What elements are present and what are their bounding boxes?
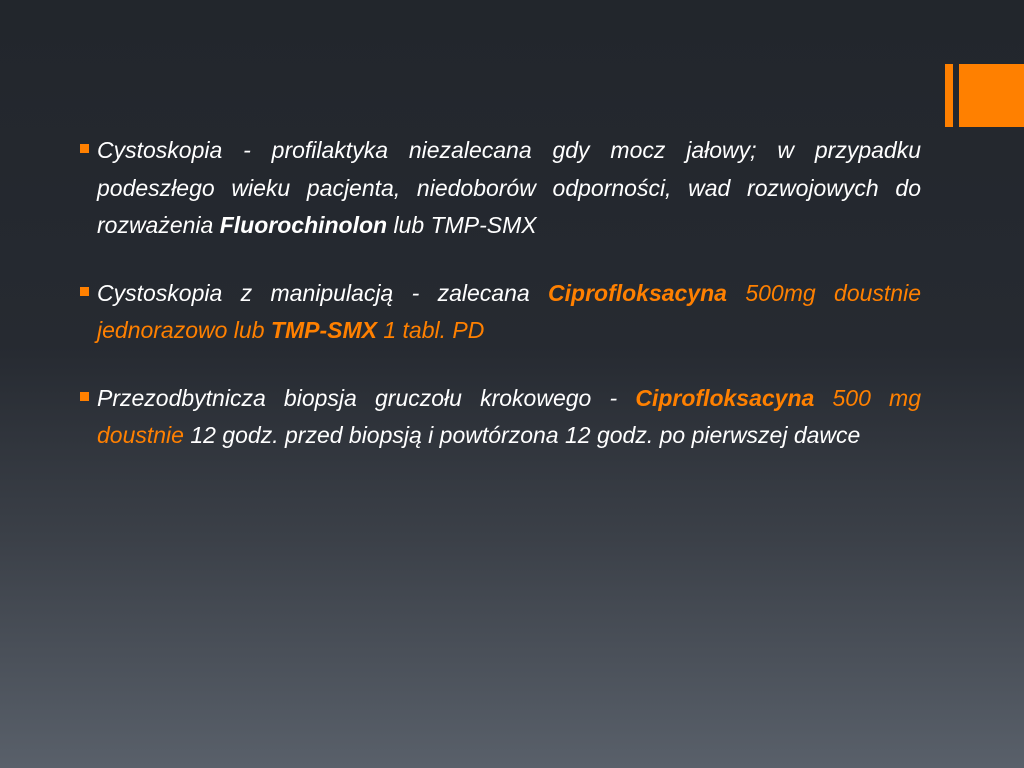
- bullet-text: Cystoskopia z manipulacją - zalecana: [97, 279, 549, 306]
- accent-bar-thin: [945, 64, 953, 127]
- bullet-text: 12 godz. przed biopsją i powtórzona 12 godz. po pierwszej dawce: [183, 422, 861, 448]
- dosage-text: 500mg doustnie jednorazowo lub: [97, 279, 921, 343]
- bullet-item-biopsja: [78, 380, 921, 455]
- square-bullet-icon: [80, 287, 89, 296]
- drug-name-ciprofloksacyna: Ciprofloksacyna: [635, 384, 815, 411]
- bullet-text: Przezodbytnicza biopsja gruczołu krokowego -: [97, 384, 636, 411]
- drug-name-fluorochinolon: Fluorochinolon: [219, 212, 388, 238]
- bullet-text: lub TMP-SMX: [387, 212, 537, 238]
- drug-name-tmp-smx: TMP-SMX: [270, 317, 377, 343]
- drug-name-ciprofloksacyna: Ciprofloksacyna: [548, 279, 727, 306]
- bullet-item-cystoskopia-manipulacja: [78, 275, 921, 350]
- bullet-text: Cystoskopia - profilaktyka niezalecana gdy mocz jałowy; w przypadku podeszłego wieku pacjenta, niedoborów odporności, wad rozwojowych do rozważenia: [97, 137, 921, 238]
- dosage-text: 500 mg doustnie: [97, 384, 921, 448]
- accent-bar-thick: [959, 64, 1024, 127]
- dosage-text: 1 tabl. PD: [376, 317, 485, 343]
- bullet-item-cystoskopia-profilaktyka: [78, 132, 921, 245]
- square-bullet-icon: [80, 392, 89, 401]
- bullet-list: [78, 132, 921, 485]
- square-bullet-icon: [80, 144, 89, 153]
